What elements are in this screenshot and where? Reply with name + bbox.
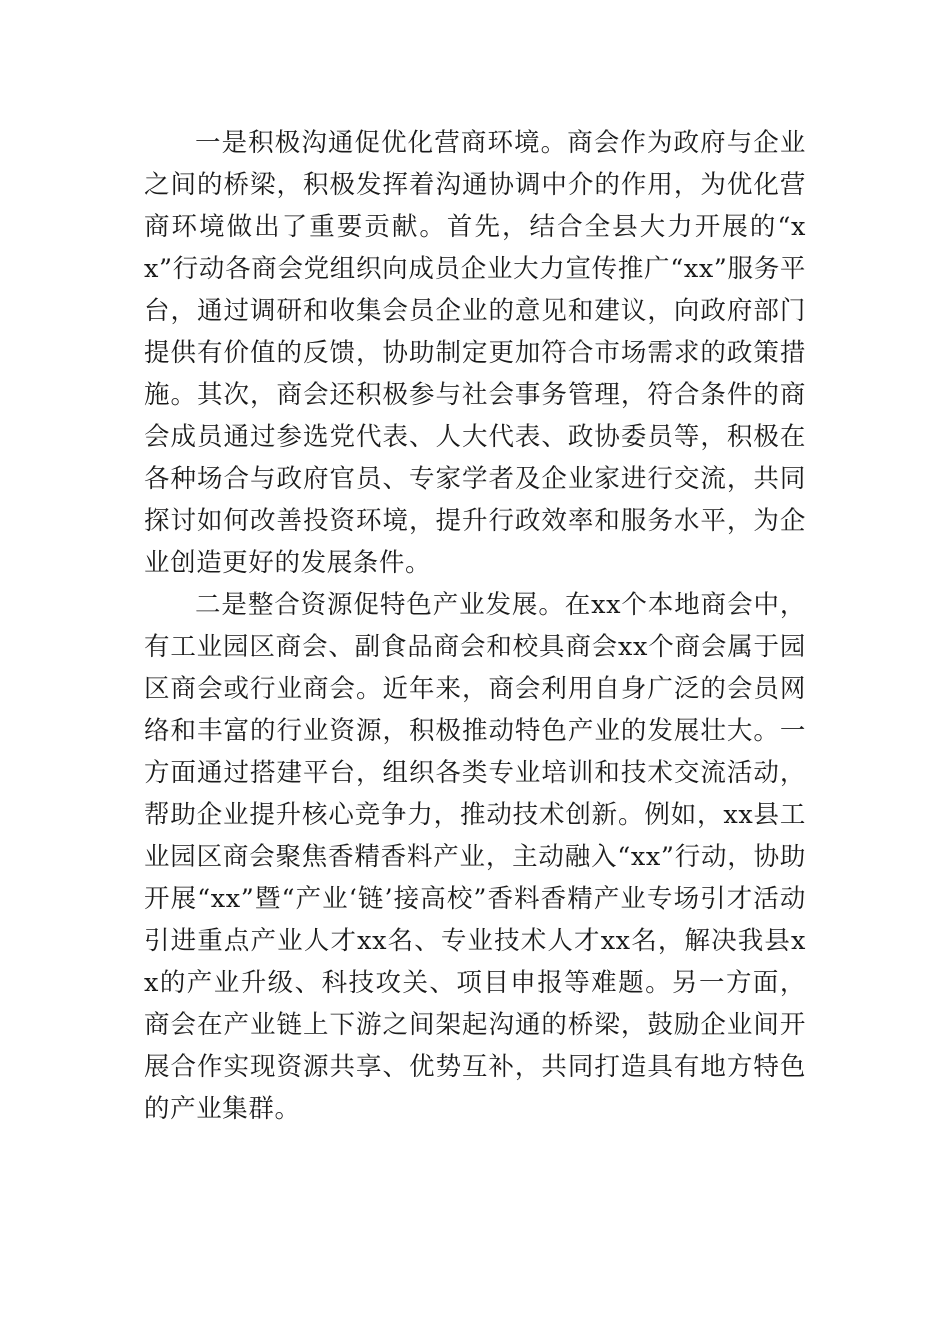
document-body [144,122,806,1130]
paragraph-1: 一是积极沟通促优化营商环境。商会作为政府与企业之间的桥梁，积极发挥着沟通协调中介的作用，为优化营商环境做出了重要贡献。首先，结合全县大力开展的“xx”行动各商会党组织向成员企业大力宣传推广“xx”服务平台，通过调研和收集会员企业的意见和建议，向政府部门提供有价值的反馈，协助制定更加符合市场需求的政策措施。其次，商会还积极参与社会事务管理，符合条件的商会成员通过参选党代表、人大代表、政协委员等，积极在各种场合与政府官员、专家学者及企业家进行交流，共同探讨如何改善投资环境，提升行政效率和服务水平，为企业创造更好的发展条件。 [144,128,806,578]
paragraph-2: 二是整合资源促特色产业发展。在xx个本地商会中，有工业园区商会、副食品商会和校具商会xx个商会属于园区商会或行业商会。近年来，商会利用自身广泛的会员网络和丰富的行业资源，积极推动特色产业的发展壮大。一方面通过搭建平台，组织各类专业培训和技术交流活动，帮助企业提升核心竞争力，推动技术创新。例如，xx县工业园区商会聚焦香精香料产业，主动融入“xx”行动，协助开展“xx”暨“产业‘链’接高校”香料香精产业专场引才活动引进重点产业人才xx名、专业技术人才xx名，解决我县xx的产业升级、科技攻关、项目申报等难题。另一方面，商会在产业链上下游之间架起沟通的桥梁，鼓励企业间开展合作实现资源共享、优势互补，共同打造具有地方特色的产业集群。 [144,590,806,1124]
